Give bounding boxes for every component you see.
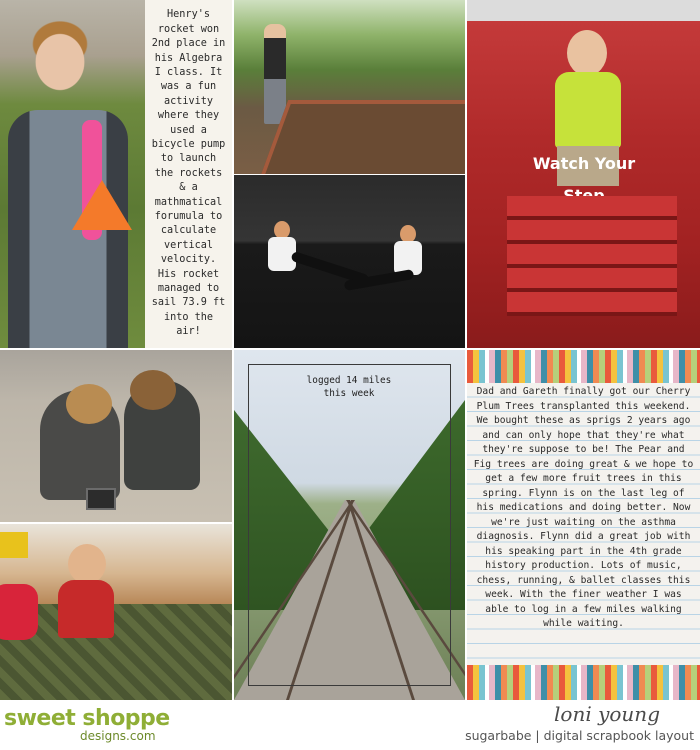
train-steps	[507, 196, 677, 316]
designer-signature: loni young	[554, 702, 660, 726]
photo-boy-toys	[0, 524, 232, 700]
photo-rocket-boy	[0, 0, 145, 348]
watch-your-step-sign: Watch Your	[532, 154, 636, 173]
toy-box	[0, 532, 28, 558]
photo-train-steps	[467, 0, 700, 348]
photo-ballet-boys	[234, 175, 465, 348]
layout-credit: sugarbabe | digital scrapbook layout	[465, 728, 694, 743]
journal-lined-card	[467, 383, 700, 665]
garden-bed	[260, 100, 465, 174]
person-figure	[264, 24, 286, 124]
boy-head	[567, 30, 607, 76]
boy-head	[130, 370, 176, 410]
tablet-device	[86, 488, 116, 510]
photo-boys-tablet	[0, 350, 232, 522]
boy-head	[66, 384, 112, 424]
boy-shirt	[58, 580, 114, 638]
rocket-journal-text: Henry's rocket won 2nd place in his Algebra I class. It was a fun activity where they used a bicycle pump to launch the rockets & a mathmatical forumula to calculate vertical velocity. His rocket managed to sail 73.9 ft into the air!	[151, 9, 226, 338]
boy-shirt	[555, 72, 621, 148]
brand-domain: designs.com	[80, 729, 156, 743]
boy-head	[68, 544, 106, 584]
photo-railroad-tracks	[234, 350, 465, 700]
miles-caption: logged 14 miles this week	[306, 375, 392, 399]
rocket-journal-card	[145, 0, 232, 348]
journal-card-striped	[467, 350, 700, 700]
journal-text: Dad and Gareth finally got our Cherry Plum Trees transplanted this weekend. We bought these as sprigs 2 years ago and can only hope that they're what they're suppose to be! The Pear and Fig trees are doing great & we hope to get a few more fruit trees in this spring. Flynn is on the last leg of his medications and doing better. Now we're just waiting on the asthma diagnosis. Flynn did a great job with his speaking part in the 4th grade history production. Lots of music, chess, running, & ballet classes this week. With the finer weather I was able to log in a few miles walking while waiting.	[473, 386, 694, 629]
rocket-fin	[72, 180, 132, 230]
brand-logo: sweet shoppe	[4, 706, 170, 731]
photo-frame-outline	[248, 364, 451, 686]
red-bag	[0, 584, 38, 640]
photo-garden	[234, 0, 465, 174]
footer	[0, 700, 700, 750]
